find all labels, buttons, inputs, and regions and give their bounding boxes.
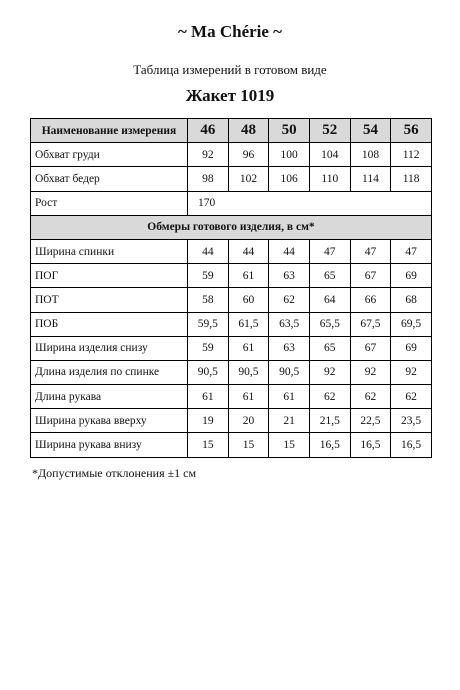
cell-value: 16,5 <box>309 433 350 457</box>
cell-value: 98 <box>188 167 229 191</box>
cell-value: 66 <box>350 288 391 312</box>
brand-title: ~ Ma Chérie ~ <box>177 22 283 41</box>
size-header: 52 <box>309 119 350 143</box>
size-header: 54 <box>350 119 391 143</box>
cell-value: 47 <box>309 239 350 263</box>
cell-value: 61 <box>269 385 310 409</box>
size-table <box>30 118 432 458</box>
growth-value: 170 <box>188 191 432 215</box>
measurement-name-header: Наименование измерения <box>31 119 188 143</box>
size-header: 46 <box>188 119 229 143</box>
cell-value: 63 <box>269 336 310 360</box>
size-header: 50 <box>269 119 310 143</box>
table-row <box>31 312 432 336</box>
size-header: 56 <box>391 119 432 143</box>
cell-value: 44 <box>228 239 269 263</box>
cell-value: 90,5 <box>269 360 310 384</box>
cell-value: 69 <box>391 336 432 360</box>
row-name: Обхват бедер <box>31 167 188 191</box>
cell-value: 90,5 <box>228 360 269 384</box>
cell-value: 44 <box>269 239 310 263</box>
cell-value: 61 <box>228 336 269 360</box>
size-header-row <box>31 119 432 143</box>
cell-value: 68 <box>391 288 432 312</box>
cell-value: 67 <box>350 264 391 288</box>
cell-value: 67,5 <box>350 312 391 336</box>
cell-value: 69,5 <box>391 312 432 336</box>
cell-value: 64 <box>309 288 350 312</box>
section-header-row <box>31 215 432 239</box>
cell-value: 62 <box>309 385 350 409</box>
product-title: Жакет 1019 <box>185 86 275 105</box>
row-name: Обхват груди <box>31 143 188 167</box>
cell-value: 44 <box>188 239 229 263</box>
cell-value: 58 <box>188 288 229 312</box>
table-row <box>31 433 432 457</box>
table-row <box>31 385 432 409</box>
cell-value: 104 <box>309 143 350 167</box>
cell-value: 108 <box>350 143 391 167</box>
cell-value: 65 <box>309 336 350 360</box>
cell-value: 118 <box>391 167 432 191</box>
row-name: Ширина спинки <box>31 239 188 263</box>
row-name: Длина изделия по спинке <box>31 360 188 384</box>
cell-value: 110 <box>309 167 350 191</box>
cell-value: 22,5 <box>350 409 391 433</box>
table-row <box>31 336 432 360</box>
row-name: Ширина рукава вверху <box>31 409 188 433</box>
cell-value: 92 <box>309 360 350 384</box>
cell-value: 65,5 <box>309 312 350 336</box>
cell-value: 92 <box>391 360 432 384</box>
cell-value: 15 <box>269 433 310 457</box>
cell-value: 23,5 <box>391 409 432 433</box>
cell-value: 61 <box>228 385 269 409</box>
cell-value: 106 <box>269 167 310 191</box>
row-name: Длина рукава <box>31 385 188 409</box>
row-name: Рост <box>31 191 188 215</box>
section-title: Обмеры готового изделия, в см* <box>31 215 432 239</box>
cell-value: 90,5 <box>188 360 229 384</box>
table-row <box>31 143 432 167</box>
cell-value: 59 <box>188 336 229 360</box>
cell-value: 47 <box>350 239 391 263</box>
table-row <box>31 239 432 263</box>
cell-value: 61,5 <box>228 312 269 336</box>
cell-value: 16,5 <box>391 433 432 457</box>
cell-value: 61 <box>228 264 269 288</box>
table-row <box>31 288 432 312</box>
cell-value: 62 <box>269 288 310 312</box>
table-row <box>31 360 432 384</box>
table-row <box>31 264 432 288</box>
cell-value: 47 <box>391 239 432 263</box>
cell-value: 63,5 <box>269 312 310 336</box>
cell-value: 62 <box>391 385 432 409</box>
cell-value: 19 <box>188 409 229 433</box>
row-name: ПОБ <box>31 312 188 336</box>
cell-value: 100 <box>269 143 310 167</box>
table-subtitle: Таблица измерений в готовом виде <box>133 62 327 77</box>
cell-value: 112 <box>391 143 432 167</box>
cell-value: 21 <box>269 409 310 433</box>
cell-value: 92 <box>350 360 391 384</box>
cell-value: 61 <box>188 385 229 409</box>
cell-value: 102 <box>228 167 269 191</box>
cell-value: 65 <box>309 264 350 288</box>
row-name: ПОГ <box>31 264 188 288</box>
table-row-growth <box>31 191 432 215</box>
cell-value: 20 <box>228 409 269 433</box>
cell-value: 21,5 <box>309 409 350 433</box>
cell-value: 62 <box>350 385 391 409</box>
cell-value: 114 <box>350 167 391 191</box>
cell-value: 60 <box>228 288 269 312</box>
cell-value: 16,5 <box>350 433 391 457</box>
cell-value: 59 <box>188 264 229 288</box>
cell-value: 69 <box>391 264 432 288</box>
table-row <box>31 409 432 433</box>
cell-value: 67 <box>350 336 391 360</box>
row-name: Ширина изделия снизу <box>31 336 188 360</box>
cell-value: 92 <box>188 143 229 167</box>
table-row <box>31 167 432 191</box>
cell-value: 96 <box>228 143 269 167</box>
size-header: 48 <box>228 119 269 143</box>
cell-value: 59,5 <box>188 312 229 336</box>
row-name: ПОТ <box>31 288 188 312</box>
cell-value: 15 <box>188 433 229 457</box>
cell-value: 63 <box>269 264 310 288</box>
cell-value: 15 <box>228 433 269 457</box>
tolerance-footnote: *Допустимые отклонения ±1 см <box>32 466 197 480</box>
row-name: Ширина рукава внизу <box>31 433 188 457</box>
